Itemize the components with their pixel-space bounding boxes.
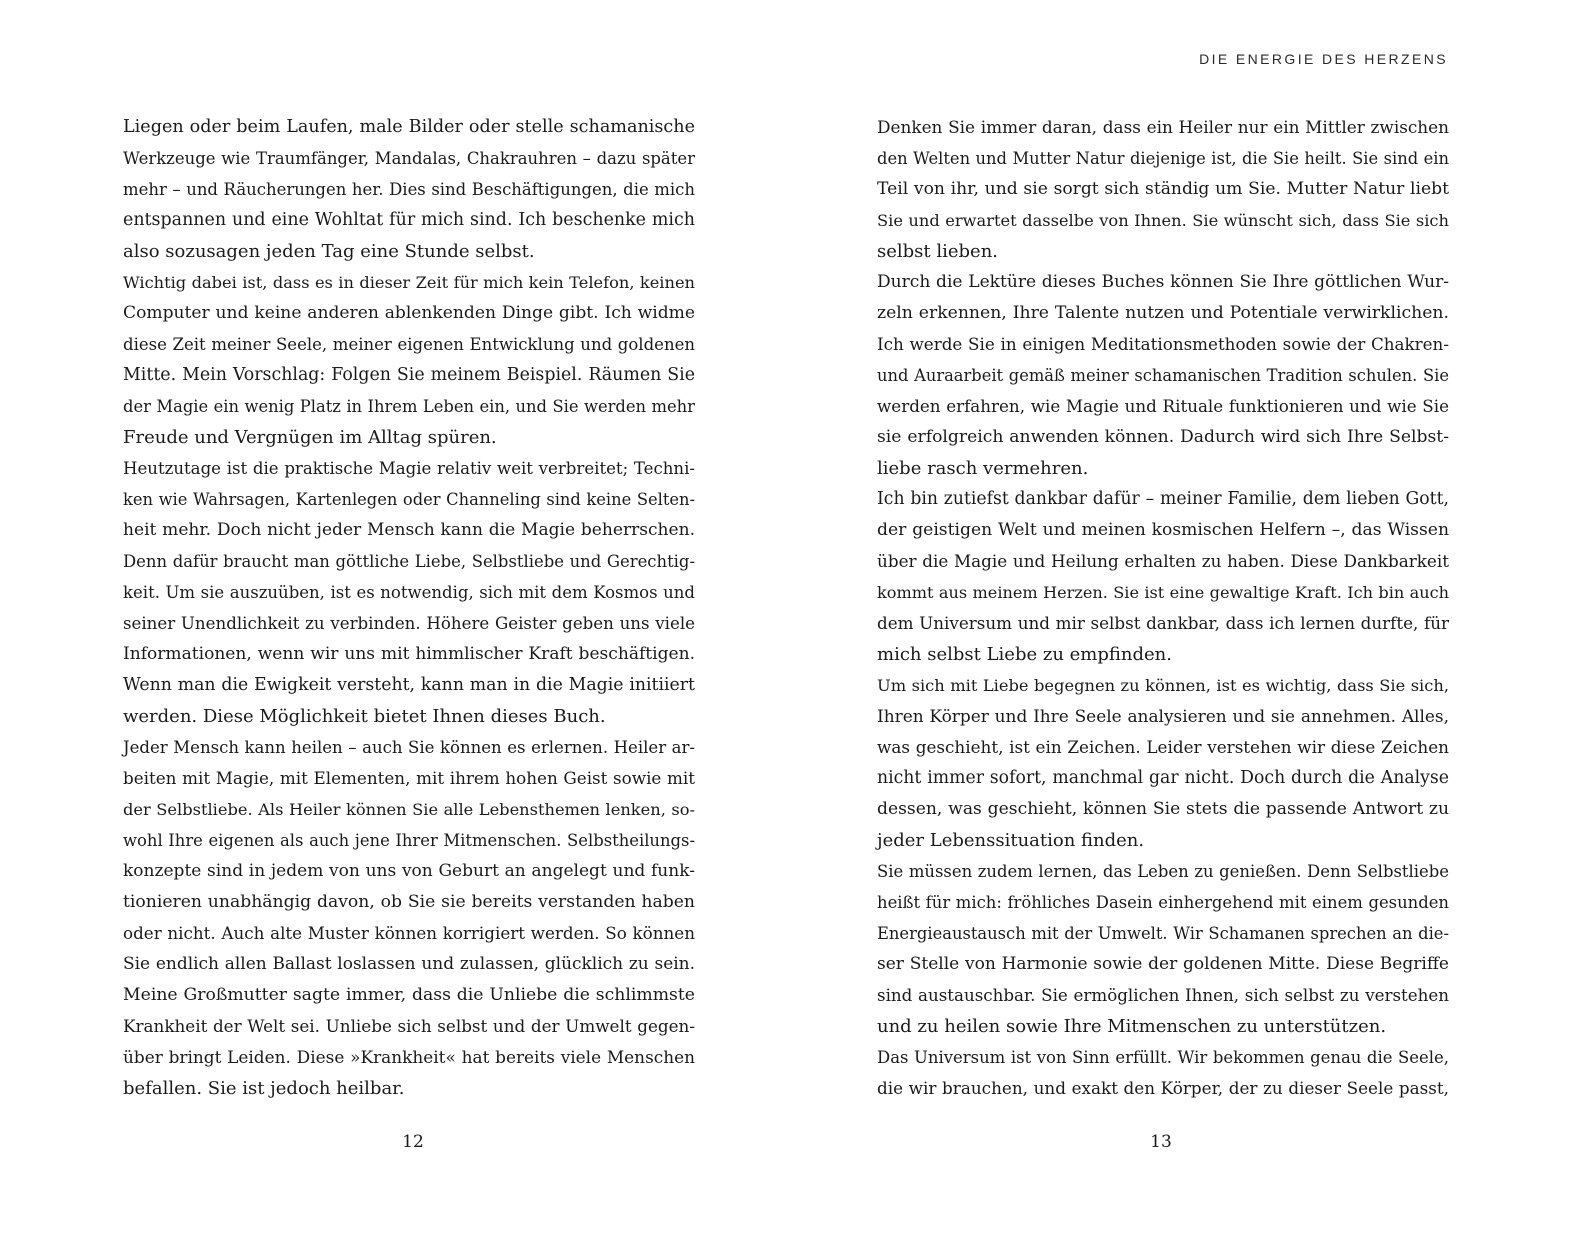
text-line: Sie und erwartet dasselbe von Ihnen. Sie wünscht sich, dass Sie sich [877, 211, 1449, 230]
text-line: Werkzeuge wie Traumfänger, Mandalas, Chakrauhren – dazu später [123, 149, 695, 168]
page-number-right: 13 [1150, 1132, 1172, 1152]
text-line: Mitte. Mein Vorschlag: Folgen Sie meinem Beispiel. Räumen Sie [123, 365, 695, 385]
text-line: Computer und keine anderen ablenkenden Dinge gibt. Ich widme [123, 303, 695, 323]
text-line: Um sich mit Liebe begegnen zu können, ist es wichtig, dass Sie sich, [877, 676, 1449, 695]
text-line: kommt aus meinem Herzen. Sie ist eine gewaltige Kraft. Ich bin auch [877, 583, 1449, 602]
text-line: werden. Diese Möglichkeit bietet Ihnen dieses Buch. [123, 706, 606, 727]
text-line: Ich bin zutiefst dankbar dafür – meiner Familie, dem lieben Gott, [877, 489, 1449, 509]
text-line: mehr – und Räucherungen her. Dies sind Beschäftigungen, die mich [123, 180, 695, 199]
text-line: Teil von ihr, und sie sorgt sich ständig um Sie. Mutter Natur liebt [877, 179, 1449, 199]
text-line: selbst lieben. [877, 241, 999, 262]
text-line: keit. Um sie auszuüben, ist es notwendig, sich mit dem Kosmos und [123, 583, 695, 602]
text-line: nicht immer sofort, manchmal gar nicht. Doch durch die Analyse [877, 768, 1449, 788]
text-line: Informationen, wenn wir uns mit himmlischer Kraft beschäftigen. [123, 644, 695, 664]
text-line: befallen. Sie ist jedoch heilbar. [123, 1078, 405, 1099]
text-line: Liegen oder beim Laufen, male Bilder oder stelle schamanische [123, 117, 695, 137]
text-line: heit mehr. Doch nicht jeder Mensch kann die Magie beherrschen. [123, 520, 695, 540]
paragraph [123, 732, 695, 1104]
left-page-body [123, 112, 695, 1104]
right-page-body [877, 112, 1449, 1104]
text-line: Sie endlich allen Ballast loslassen und zulassen, glücklich zu sein. [123, 954, 695, 974]
paragraph [877, 267, 1449, 484]
text-line: Wenn man die Ewigkeit versteht, kann man in die Magie initiiert [123, 675, 695, 695]
text-line: Das Universum ist von Sinn erfüllt. Wir bekommen genau die Seele, [877, 1048, 1449, 1067]
text-line: Freude und Vergnügen im Alltag spüren. [123, 427, 497, 448]
text-line: zeln erkennen, Ihre Talente nutzen und Potentiale verwirklichen. [877, 303, 1449, 323]
paragraph [877, 1042, 1449, 1104]
text-line: liebe rasch vermehren. [877, 458, 1089, 479]
text-line: entspannen und eine Wohltat für mich sind. Ich beschenke mich [123, 210, 695, 230]
text-line: über bringt Leiden. Diese »Krankheit« hat bereits viele Menschen [123, 1047, 695, 1067]
text-line: und Auraarbeit gemäß meiner schamanischen Tradition schulen. Sie [877, 366, 1449, 385]
paragraph [123, 453, 695, 732]
text-line: Sie müssen zudem lernen, das Leben zu genießen. Denn Selbstliebe [877, 862, 1449, 881]
text-line: den Welten und Mutter Natur diejenige ist, die Sie heilt. Sie sind ein [877, 149, 1449, 168]
running-head: DIE ENERGIE DES HERZENS [1199, 51, 1448, 67]
text-line: der geistigen Welt und meinen kosmischen Helfern –, das Wissen [877, 520, 1449, 540]
text-line: Jeder Mensch kann heilen – auch Sie können es erlernen. Heiler ar- [123, 738, 695, 757]
paragraph [123, 267, 695, 453]
text-line: und zu heilen sowie Ihre Mitmenschen zu unterstützen. [877, 1016, 1387, 1037]
text-line: seiner Unendlichkeit zu verbinden. Höhere Geister geben uns viele [123, 614, 695, 633]
text-line: oder nicht. Auch alte Muster können korrigiert werden. So können [123, 923, 695, 943]
paragraph [877, 484, 1449, 670]
text-line: jeder Lebenssituation finden. [877, 830, 1145, 851]
text-line: also sozusagen jeden Tag eine Stunde selbst. [123, 241, 535, 262]
text-line: Denken Sie immer daran, dass ein Heiler nur ein Mittler zwischen [877, 117, 1449, 137]
text-line: Ihren Körper und Ihre Seele analysieren und sie annehmen. Alles, [877, 706, 1449, 726]
text-line: beiten mit Magie, mit Elementen, mit ihrem hohen Geist sowie mit [123, 768, 695, 788]
text-line: über die Magie und Heilung erhalten zu haben. Diese Dankbarkeit [877, 551, 1449, 571]
text-line: dem Universum und mir selbst dankbar, dass ich lernen durfte, für [877, 613, 1449, 633]
paragraph [877, 856, 1449, 1042]
text-line: was geschieht, ist ein Zeichen. Leider verstehen wir diese Zeichen [877, 737, 1449, 757]
text-line: ser Stelle von Harmonie sowie der goldenen Mitte. Diese Begriffe [877, 954, 1449, 974]
paragraph [877, 112, 1449, 267]
text-line: Heutzutage ist die praktische Magie relativ weit verbreitet; Techni- [123, 459, 695, 478]
text-line: mich selbst Liebe zu empfinden. [877, 644, 1172, 665]
text-line: konzepte sind in jedem von uns von Geburt an angelegt und funk- [123, 861, 695, 881]
text-line: der Selbstliebe. Als Heiler können Sie alle Lebensthemen lenken, so- [123, 800, 695, 819]
text-line: tionieren unabhängig davon, ob Sie sie bereits verstanden haben [123, 892, 695, 912]
text-line: diese Zeit meiner Seele, meiner eigenen Entwicklung und goldenen [123, 335, 695, 354]
text-line: sie erfolgreich anwenden können. Dadurch wird sich Ihre Selbst- [877, 427, 1449, 447]
text-line: wohl Ihre eigenen als auch jene Ihrer Mitmenschen. Selbstheilungs- [123, 831, 695, 850]
text-line: werden erfahren, wie Magie und Rituale funktionieren und wie Sie [877, 396, 1449, 416]
text-line: heißt für mich: fröhliches Dasein einhergehend mit einem gesunden [877, 893, 1449, 912]
paragraph [877, 670, 1449, 856]
text-line: Energieaustausch mit der Umwelt. Wir Schamanen sprechen an die- [877, 924, 1449, 943]
text-line: Wichtig dabei ist, dass es in dieser Zeit für mich kein Telefon, keinen [123, 273, 695, 292]
text-line: dessen, was geschieht, können Sie stets die passende Antwort zu [877, 799, 1449, 819]
text-line: Ich werde Sie in einigen Meditationsmethoden sowie der Chakren- [877, 334, 1449, 354]
text-line: Meine Großmutter sagte immer, dass die Unliebe die schlimmste [123, 985, 695, 1005]
text-line: sind austauschbar. Sie ermöglichen Ihnen, sich selbst zu verstehen [877, 985, 1449, 1005]
right-page [797, 0, 1594, 1240]
text-line: Krankheit der Welt sei. Unliebe sich selbst und der Umwelt gegen- [123, 1016, 695, 1036]
paragraph [123, 112, 695, 267]
page-number-left: 12 [402, 1132, 424, 1152]
text-line: die wir brauchen, und exakt den Körper, der zu dieser Seele passt, [877, 1078, 1449, 1098]
text-line: der Magie ein wenig Platz in Ihrem Leben ein, und Sie werden mehr [123, 397, 695, 416]
text-line: Durch die Lektüre dieses Buches können Sie Ihre göttlichen Wur- [877, 272, 1449, 292]
text-line: Denn dafür braucht man göttliche Liebe, Selbstliebe und Gerechtig- [123, 552, 695, 571]
text-line: ken wie Wahrsagen, Kartenlegen oder Channeling sind keine Selten- [123, 490, 695, 509]
